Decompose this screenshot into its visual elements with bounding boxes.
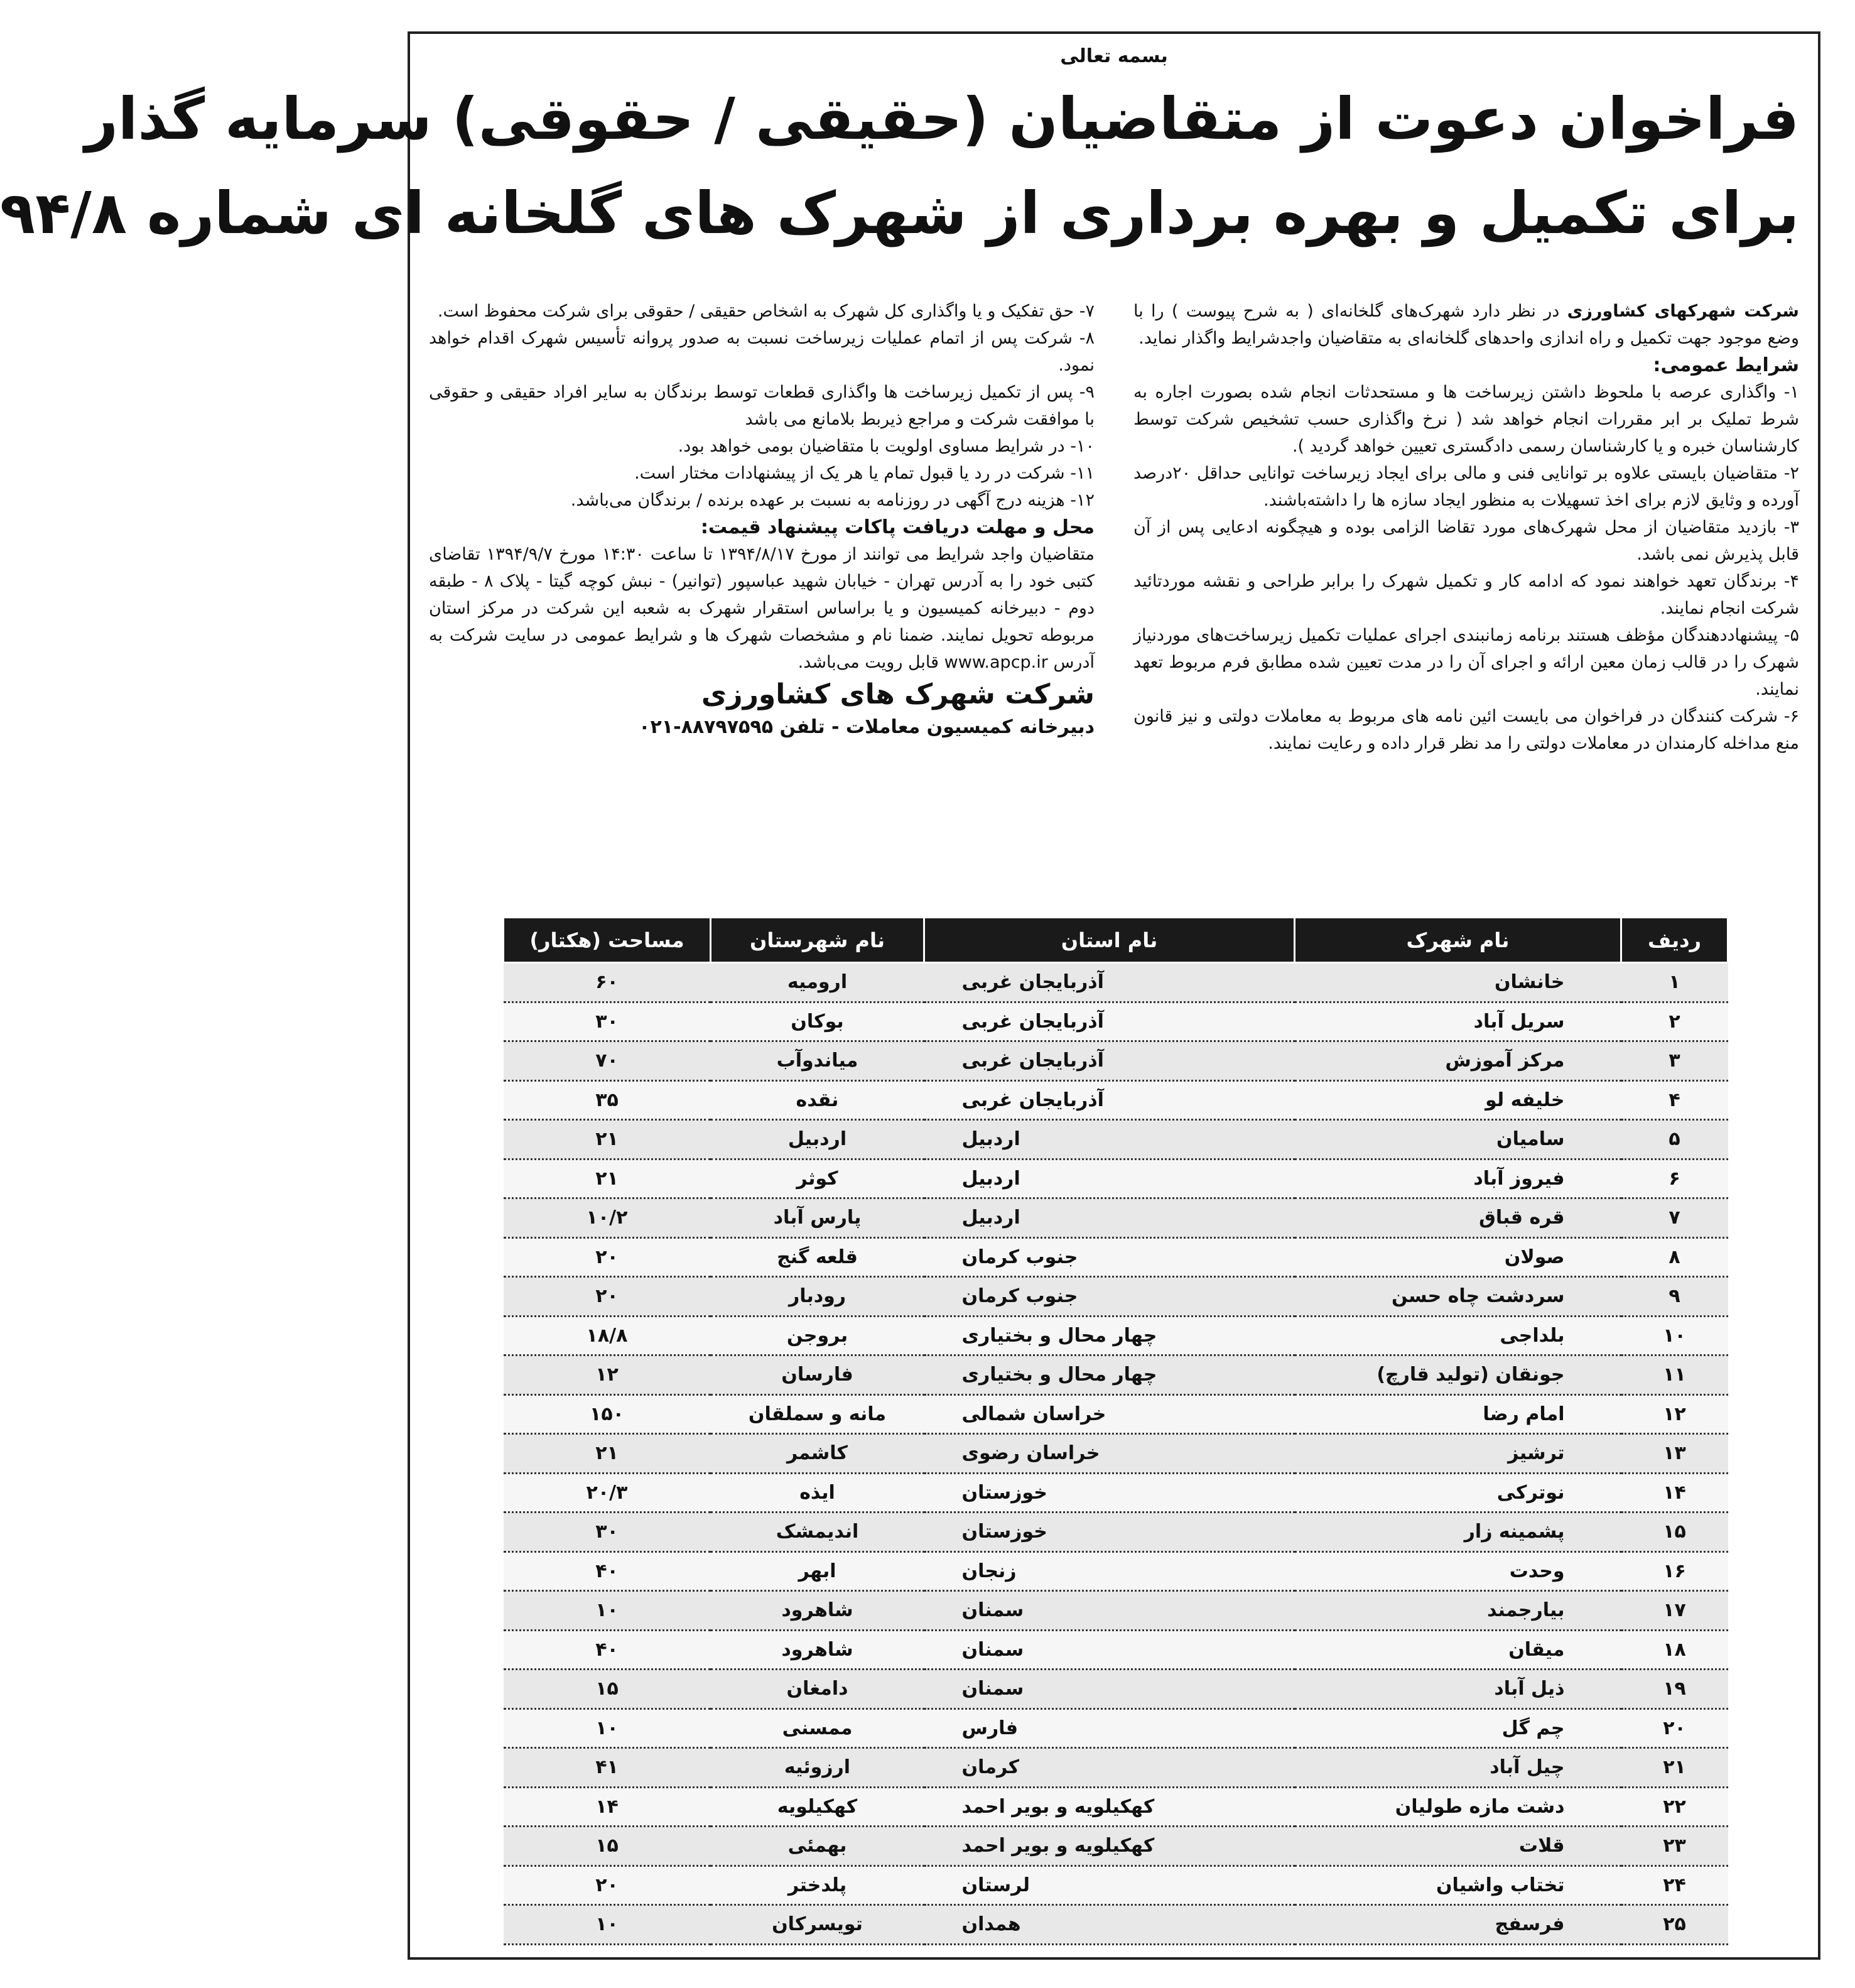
cell-area: ۱۰ xyxy=(504,1591,711,1631)
cell-city: میاندوآب xyxy=(711,1041,924,1081)
table-row xyxy=(504,1708,1728,1748)
header-area: مساحت (هکتار) xyxy=(504,918,711,963)
cell-city: اردبیل xyxy=(711,1120,924,1160)
cell-city: مانه و سملقان xyxy=(711,1394,924,1434)
cell-province: آذربایجان غربی xyxy=(924,1080,1295,1120)
condition-10: ۱۰- در شرایط مساوی اولویت با متقاضیان بومی خواهد بود. xyxy=(678,437,1095,456)
header-row-number: ردیف xyxy=(1621,918,1728,963)
table-row xyxy=(504,1473,1728,1513)
cell-area: ۴۰ xyxy=(504,1551,711,1591)
cell-city: ایذه xyxy=(711,1473,924,1513)
cell-area: ۴۰ xyxy=(504,1630,711,1670)
cell-city: قلعه گنج xyxy=(711,1237,924,1277)
cell-town-name: ذیل آباد xyxy=(1295,1670,1621,1709)
cell-town-name: دشت مازه طولیان xyxy=(1295,1787,1621,1827)
headline-line-1: فراخوان دعوت از متقاضیان (حقیقی / حقوقی) سرمایه گذار xyxy=(84,85,1799,153)
cell-row-number: ۴ xyxy=(1621,1080,1728,1120)
cell-province: اردبیل xyxy=(924,1159,1295,1198)
right-column xyxy=(1133,298,1799,913)
cell-area: ۱۲ xyxy=(504,1355,711,1395)
cell-city: رودبار xyxy=(711,1277,924,1317)
condition-3: ۳- بازدید متقاضیان از محل شهرک‌های مورد تقاضا الزامی بوده و هیچگونه ادعایی پس از آن قابل پذیرش نمی باشد. xyxy=(1133,518,1799,564)
cell-area: ۱۵ xyxy=(504,1670,711,1709)
table-row xyxy=(504,1041,1728,1081)
cell-town-name: امام رضا xyxy=(1295,1394,1621,1434)
cell-city: تویسرکان xyxy=(711,1905,924,1945)
cell-city: نقده xyxy=(711,1080,924,1120)
table-row xyxy=(504,1591,1728,1631)
cell-row-number: ۱۵ xyxy=(1621,1513,1728,1552)
cell-town-name: فیروز آباد xyxy=(1295,1159,1621,1198)
table-row xyxy=(504,1237,1728,1277)
cell-city: بوکان xyxy=(711,1002,924,1041)
cell-city: ابهر xyxy=(711,1551,924,1591)
table-row xyxy=(504,1159,1728,1198)
condition-1: ۱- واگذاری عرصه با ملحوظ داشتن زیرساخت ها و مستحدثات انجام شده بصورت اجاره به شرط تملیک بر ابر مقررات انجام خواهد شد ( نرخ واگذاری حسب تشخیص شرکت توسط کارشناسان خبره و یا کارشناسان رسمی دادگستری تعیین خواهد گردید ). xyxy=(1133,383,1799,456)
cell-province: جنوب کرمان xyxy=(924,1237,1295,1277)
cell-row-number: ۱۰ xyxy=(1621,1316,1728,1355)
cell-area: ۶۰ xyxy=(504,963,711,1002)
footer-secretariat: دبیرخانه کمیسیون معاملات - تلفن ۸۸۷۹۷۵۹۵-۰۲۱ xyxy=(639,716,1095,738)
cell-city: کوثر xyxy=(711,1159,924,1198)
cell-area: ۳۰ xyxy=(504,1513,711,1552)
table-row xyxy=(504,1394,1728,1434)
cell-province: لرستان xyxy=(924,1866,1295,1905)
cell-row-number: ۲۱ xyxy=(1621,1748,1728,1788)
cell-area: ۳۵ xyxy=(504,1080,711,1120)
cell-province: زنجان xyxy=(924,1551,1295,1591)
intro-paragraph xyxy=(1133,298,1799,352)
cell-province: خوزستان xyxy=(924,1513,1295,1552)
table-row xyxy=(504,1355,1728,1395)
cell-town-name: بلداجی xyxy=(1295,1316,1621,1355)
table-row xyxy=(504,1670,1728,1709)
cell-province: کرمان xyxy=(924,1748,1295,1788)
table-row xyxy=(504,1080,1728,1120)
table-row xyxy=(504,1905,1728,1945)
condition-11: ۱۱- شرکت در رد یا قبول تمام یا هر یک از پیشنهادات مختار است. xyxy=(634,464,1095,483)
table-row xyxy=(504,1787,1728,1827)
table-row xyxy=(504,1316,1728,1355)
table-row xyxy=(504,1513,1728,1552)
cell-town-name: سریل آباد xyxy=(1295,1002,1621,1041)
cell-area: ۲۰ xyxy=(504,1237,711,1277)
condition-2: ۲- متقاضیان بایستی علاوه بر توانایی فنی و مالی برای ایجاد زیرساخت توانایی حداقل ۲۰درصد آورده و وثایق لازم برای اخذ تسهیلات به منظور ایجاد سازه ها را داشته‌باشند. xyxy=(1133,464,1799,510)
cell-province: چهار محال و بختیاری xyxy=(924,1316,1295,1355)
cell-row-number: ۹ xyxy=(1621,1277,1728,1317)
cell-row-number: ۳ xyxy=(1621,1041,1728,1081)
table-row xyxy=(504,963,1728,1002)
cell-city: فارسان xyxy=(711,1355,924,1395)
cell-town-name: وحدت xyxy=(1295,1551,1621,1591)
cell-city: شاهرود xyxy=(711,1591,924,1631)
cell-town-name: خلیفه لو xyxy=(1295,1080,1621,1120)
cell-city: کهکیلویه xyxy=(711,1787,924,1827)
condition-9: ۹- پس از تکمیل زیرساخت ها واگذاری قطعات توسط برندگان به سایر افراد حقیقی و حقوقی با موافقت شرکت و مراجع ذیربط بلامانع می باشد xyxy=(429,383,1095,429)
table-row xyxy=(504,1866,1728,1905)
table-row xyxy=(504,1827,1728,1866)
greenhouse-towns-table xyxy=(504,916,1729,1950)
cell-province: خوزستان xyxy=(924,1473,1295,1513)
cell-province: آذربایجان غربی xyxy=(924,1002,1295,1041)
cell-town-name: چیل آباد xyxy=(1295,1748,1621,1788)
cell-row-number: ۲۵ xyxy=(1621,1905,1728,1945)
cell-row-number: ۲۲ xyxy=(1621,1787,1728,1827)
cell-town-name: ترشیز xyxy=(1295,1434,1621,1474)
cell-town-name: پشمینه زار xyxy=(1295,1513,1621,1552)
cell-province: سمنان xyxy=(924,1630,1295,1670)
cell-town-name: چم گل xyxy=(1295,1708,1621,1748)
table-row xyxy=(504,1551,1728,1591)
cell-province: خراسان شمالی xyxy=(924,1394,1295,1434)
left-column xyxy=(429,298,1095,913)
tender-notice xyxy=(0,31,1820,1960)
cell-province: آذربایجان غربی xyxy=(924,963,1295,1002)
condition-6: ۶- شرکت کنندگان در فراخوان می بایست ائین نامه های مربوط به معاملات دولتی و نیز قانون منع مداخله کارمندان در معاملات دولتی را مد نظر قرار داده و رعایت نمایند. xyxy=(1133,707,1799,753)
cell-row-number: ۱۲ xyxy=(1621,1394,1728,1434)
table-row xyxy=(504,1198,1728,1238)
cell-area: ۱۵۰ xyxy=(504,1394,711,1434)
cell-town-name: سامیان xyxy=(1295,1120,1621,1160)
cell-town-name: فرسفج xyxy=(1295,1905,1621,1945)
cell-row-number: ۱۹ xyxy=(1621,1670,1728,1709)
header-city: نام شهرستان xyxy=(711,918,924,963)
headline-line-2: برای تکمیل و بهره برداری از شهرک های گلخانه ای شماره ۹۴/۸ xyxy=(0,180,1799,247)
cell-city: ارومیه xyxy=(711,963,924,1002)
cell-province: اردبیل xyxy=(924,1198,1295,1238)
cell-row-number: ۱۱ xyxy=(1621,1355,1728,1395)
footer-company: شرکت شهرک های کشاورزی xyxy=(701,678,1095,710)
cell-row-number: ۱۷ xyxy=(1621,1591,1728,1631)
deadline-title: محل و مهلت دریافت پاکات پیشنهاد قیمت: xyxy=(700,516,1095,538)
cell-row-number: ۲۳ xyxy=(1621,1827,1728,1866)
cell-row-number: ۱ xyxy=(1621,963,1728,1002)
cell-area: ۱۴ xyxy=(504,1787,711,1827)
condition-8: ۸- شرکت پس از اتمام عملیات زیرساخت نسبت به صدور پروانه تأسیس شهرک اقدام خواهد نمود. xyxy=(429,329,1095,375)
cell-province: خراسان رضوی xyxy=(924,1434,1295,1474)
cell-area: ۱۰/۲ xyxy=(504,1198,711,1238)
website-link[interactable]: www.apcp.ir xyxy=(944,653,1048,672)
cell-area: ۲۰ xyxy=(504,1277,711,1317)
table-row xyxy=(504,1277,1728,1317)
table-row xyxy=(504,1120,1728,1160)
cell-area: ۴۱ xyxy=(504,1748,711,1788)
cell-row-number: ۵ xyxy=(1621,1120,1728,1160)
condition-7: ۷- حق تفکیک و یا واگذاری کل شهرک به اشخاص حقیقی / حقوقی برای شرکت محفوظ است. xyxy=(437,301,1095,321)
table-row xyxy=(504,1630,1728,1670)
table-row xyxy=(504,1434,1728,1474)
cell-row-number: ۱۸ xyxy=(1621,1630,1728,1670)
cell-province: فارس xyxy=(924,1708,1295,1748)
cell-city: پارس آباد xyxy=(711,1198,924,1238)
condition-4: ۴- برندگان تعهد خواهند نمود که ادامه کار و تکمیل شهرک را برابر طراحی و نقشه موردتائید شرکت انجام نمایند. xyxy=(1133,572,1799,618)
cell-city: پلدختر xyxy=(711,1866,924,1905)
header-province: نام استان xyxy=(924,918,1295,963)
table-row xyxy=(504,1748,1728,1788)
cell-area: ۲۱ xyxy=(504,1434,711,1474)
cell-town-name: خانشان xyxy=(1295,963,1621,1002)
table-row xyxy=(504,1002,1728,1041)
cell-city: کاشمر xyxy=(711,1434,924,1474)
cell-town-name: صولان xyxy=(1295,1237,1621,1277)
cell-row-number: ۱۶ xyxy=(1621,1551,1728,1591)
body-columns xyxy=(429,298,1799,913)
cell-area: ۱۰ xyxy=(504,1708,711,1748)
cell-row-number: ۲ xyxy=(1621,1002,1728,1041)
cell-town-name: بیارجمند xyxy=(1295,1591,1621,1631)
cell-row-number: ۱۴ xyxy=(1621,1473,1728,1513)
condition-5: ۵- پیشنهاددهندگان مؤظف هستند برنامه زمانبندی اجرای عملیات تکمیل زیرساخت‌های موردنیاز شهرک را در قالب زمان معین ارائه و اجرای آن را در مدت تعیین شده مطابق فرم مربوط تعهد نمایند. xyxy=(1133,626,1799,699)
deadline-text-end: قابل رویت می‌باشد. xyxy=(798,653,939,672)
cell-row-number: ۲۰ xyxy=(1621,1708,1728,1748)
cell-area: ۲۰/۳ xyxy=(504,1473,711,1513)
cell-city: بروجن xyxy=(711,1316,924,1355)
cell-area: ۲۰ xyxy=(504,1866,711,1905)
basmala: بسمه تعالی xyxy=(1060,45,1168,67)
cell-province: چهار محال و بختیاری xyxy=(924,1355,1295,1395)
cell-area: ۱۰ xyxy=(504,1905,711,1945)
cell-city: دامغان xyxy=(711,1670,924,1709)
cell-row-number: ۷ xyxy=(1621,1198,1728,1238)
cell-row-number: ۲۴ xyxy=(1621,1866,1728,1905)
cell-province: کهکیلویه و بویر احمد xyxy=(924,1827,1295,1866)
cell-province: سمنان xyxy=(924,1670,1295,1709)
cell-town-name: قلات xyxy=(1295,1827,1621,1866)
cell-town-name: سردشت چاه حسن xyxy=(1295,1277,1621,1317)
cell-city: شاهرود xyxy=(711,1630,924,1670)
cell-row-number: ۸ xyxy=(1621,1237,1728,1277)
cell-city: اندیمشک xyxy=(711,1513,924,1552)
cell-area: ۱۵ xyxy=(504,1827,711,1866)
cell-town-name: قره قباق xyxy=(1295,1198,1621,1238)
cell-province: کهکیلویه و بویر احمد xyxy=(924,1787,1295,1827)
deadline-paragraph xyxy=(429,541,1095,676)
intro-company: شرکت شهرکهای کشاورزی xyxy=(1567,301,1799,321)
table-body xyxy=(504,963,1728,1945)
general-conditions-title: شرایط عمومی: xyxy=(1653,354,1799,376)
cell-area: ۷۰ xyxy=(504,1041,711,1081)
cell-city: ممسنی xyxy=(711,1708,924,1748)
cell-town-name: تختاب واشیان xyxy=(1295,1866,1621,1905)
header-town-name: نام شهرک xyxy=(1295,918,1621,963)
cell-town-name: جونقان (تولید قارچ) xyxy=(1295,1355,1621,1395)
cell-area: ۱۸/۸ xyxy=(504,1316,711,1355)
cell-town-name: میقان xyxy=(1295,1630,1621,1670)
cell-town-name: مرکز آموزش xyxy=(1295,1041,1621,1081)
cell-province: جنوب کرمان xyxy=(924,1277,1295,1317)
condition-12: ۱۲- هزینه درج آگهی در روزنامه به نسبت بر عهده برنده / برندگان می‌باشد. xyxy=(570,491,1095,510)
cell-province: اردبیل xyxy=(924,1120,1295,1160)
deadline-text: متقاضیان واجد شرایط می توانند از مورخ ۱۳۹۴/۸/۱۷ تا ساعت ۱۴:۳۰ مورخ ۱۳۹۴/۹/۷ تقاضای کتبی خود را به آدرس تهران - خیابان شهید عباسپور (توانیر) - نبش کوچه گیتا - پلاک ۸ - طبقه دوم - دبیرخانه کمیسیون و یا براساس استقرار شهرک به شعبه این شرکت در مرکز استان مربوطه تحویل نمایند. ضمنا نام و مشخصات شهرک ها و شرایط عمومی در سایت شرکت به آدرس xyxy=(429,545,1095,672)
intro-text: در نظر دارد شهرک‌های گلخانه‌ای ( به شرح پیوست ) را با وضع موجود جهت تکمیل و راه اندازی واحدهای گلخانه‌ای به متقاضیان واجدشرایط واگذار نماید. xyxy=(1133,301,1799,348)
cell-city: ارزوئیه xyxy=(711,1748,924,1788)
cell-town-name: نوترکی xyxy=(1295,1473,1621,1513)
cell-province: همدان xyxy=(924,1905,1295,1945)
cell-province: آذربایجان غربی xyxy=(924,1041,1295,1081)
cell-area: ۲۱ xyxy=(504,1159,711,1198)
table-header-row xyxy=(504,918,1728,963)
cell-area: ۳۰ xyxy=(504,1002,711,1041)
cell-area: ۲۱ xyxy=(504,1120,711,1160)
cell-province: سمنان xyxy=(924,1591,1295,1631)
cell-city: بهمئی xyxy=(711,1827,924,1866)
cell-row-number: ۶ xyxy=(1621,1159,1728,1198)
cell-row-number: ۱۳ xyxy=(1621,1434,1728,1474)
